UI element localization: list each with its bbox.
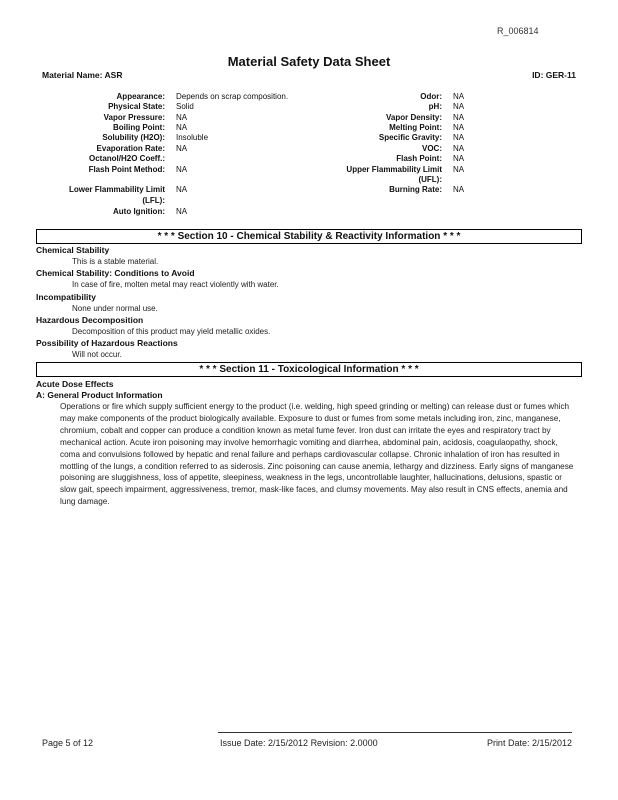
- material-id: ID: GER-11: [532, 70, 576, 80]
- vapor-pressure-value: NA: [176, 113, 188, 122]
- specific-gravity-value: NA: [453, 133, 465, 142]
- incompatibility-title: Incompatibility: [36, 292, 96, 302]
- hazardous-decomposition-title: Hazardous Decomposition: [36, 315, 144, 325]
- material-name: Material Name: ASR: [42, 70, 123, 80]
- burning-rate-label: Burning Rate:: [389, 185, 442, 194]
- acute-dose-effects-title: Acute Dose Effects: [36, 379, 114, 389]
- incompatibility-text: None under normal use.: [72, 304, 158, 313]
- melting-point-value: NA: [453, 123, 465, 132]
- section-11-heading: * * * Section 11 - Toxicological Information * * *: [36, 362, 582, 377]
- voc-value: NA: [453, 144, 465, 153]
- ufl-label-unit: (UFL):: [418, 175, 442, 184]
- vapor-density-label: Vapor Density:: [385, 113, 442, 122]
- voc-label: VOC:: [422, 144, 442, 153]
- chemical-stability-title: Chemical Stability: [36, 245, 110, 255]
- flash-point-label: Flash Point:: [396, 154, 442, 163]
- hazardous-decomposition-text: Decomposition of this product may yield metallic oxides.: [72, 327, 271, 336]
- evaporation-rate-value: NA: [176, 144, 188, 153]
- ph-value: NA: [453, 102, 465, 111]
- chemical-stability-text: This is a stable material.: [72, 257, 159, 266]
- ufl-value: NA: [453, 165, 465, 174]
- appearance-label: Appearance:: [116, 92, 165, 101]
- hazardous-reactions-text: Will not occur.: [72, 350, 122, 359]
- issue-date: Issue Date: 2/15/2012 Revision: 2.0000: [220, 738, 378, 748]
- solubility-value: Insoluble: [176, 133, 209, 142]
- conditions-to-avoid-title: Chemical Stability: Conditions to Avoid: [36, 268, 195, 278]
- lfl-label: Lower Flammability Limit: [68, 185, 165, 194]
- document-number: R_006814: [497, 26, 539, 36]
- conditions-to-avoid-text: In case of fire, molten metal may react violently with water.: [72, 280, 279, 289]
- physical-state-label: Physical State:: [108, 102, 165, 111]
- general-product-info-title: A: General Product Information: [36, 390, 163, 400]
- auto-ignition-value: NA: [176, 207, 188, 216]
- evaporation-rate-label: Evaporation Rate:: [96, 144, 165, 153]
- odor-label: Odor:: [420, 92, 442, 101]
- octanol-label: Octanol/H2O Coeff.:: [88, 154, 165, 163]
- vapor-pressure-label: Vapor Pressure:: [103, 113, 165, 122]
- lfl-value: NA: [176, 185, 188, 194]
- solubility-label: Solubility (H2O):: [102, 133, 165, 142]
- flash-point-method-label: Flash Point Method:: [88, 165, 165, 174]
- boiling-point-value: NA: [176, 123, 188, 132]
- footer-divider: [218, 732, 572, 733]
- page-number: Page 5 of 12: [42, 738, 94, 748]
- flash-point-method-value: NA: [176, 165, 188, 174]
- ph-label: pH:: [428, 102, 442, 111]
- boiling-point-label: Boiling Point:: [113, 123, 165, 132]
- appearance-value: Depends on scrap composition.: [176, 92, 289, 101]
- section-10-heading: * * * Section 10 - Chemical Stability & Reactivity Information * * *: [36, 229, 582, 244]
- hazardous-reactions-title: Possibility of Hazardous Reactions: [36, 338, 178, 348]
- lfl-label-unit: (LFL):: [142, 196, 165, 205]
- physical-state-value: Solid: [176, 102, 194, 111]
- auto-ignition-label: Auto Ignition:: [113, 207, 165, 216]
- melting-point-label: Melting Point:: [389, 123, 442, 132]
- page-title: Material Safety Data Sheet: [227, 54, 391, 69]
- general-product-info-text: Operations or fire which supply sufficient energy to the product (i.e. welding, high speed grinding or melting) can release dust or fumes which may make components of the product biologically available. Exposure to dust or fumes from some metals including iron, zinc, manganese, chromium, cobalt and copper can produce a condition known as metal fume fever. Iron dust can irritate the eyes and respiratory tract by mechanical action. Acute iron poisoning may involve hemorrhagic vomiting and diarrhea, abdominal pain, acidosis, coagulaopathy, shock, coma and convulsions followed by hepatic and renal failure and perhaps cardiovascular collapse. Chronic inhalation of iron has resulted in mottling of the lungs, a condition referred to as siderosis. Zinc poisoning can cause anemia, lethargy and dizziness. Early signs of manganese poisoning are sluggishness, loss of appetite, sleepiness, weakness in the legs, uncontrollable laughter, hallucinations, delusions, spastic or slow gait, speech impairment, aggressiveness, tremor, mask-like faces, and clumsy movements. May also result in CNS effects, anemia and lung damage.: [60, 402, 574, 507]
- flash-point-value: NA: [453, 154, 465, 163]
- specific-gravity-label: Specific Gravity:: [378, 133, 442, 142]
- burning-rate-value: NA: [453, 185, 465, 194]
- ufl-label: Upper Flammability Limit: [346, 165, 442, 174]
- print-date: Print Date: 2/15/2012: [486, 738, 572, 748]
- odor-value: NA: [453, 92, 465, 101]
- vapor-density-value: NA: [453, 113, 465, 122]
